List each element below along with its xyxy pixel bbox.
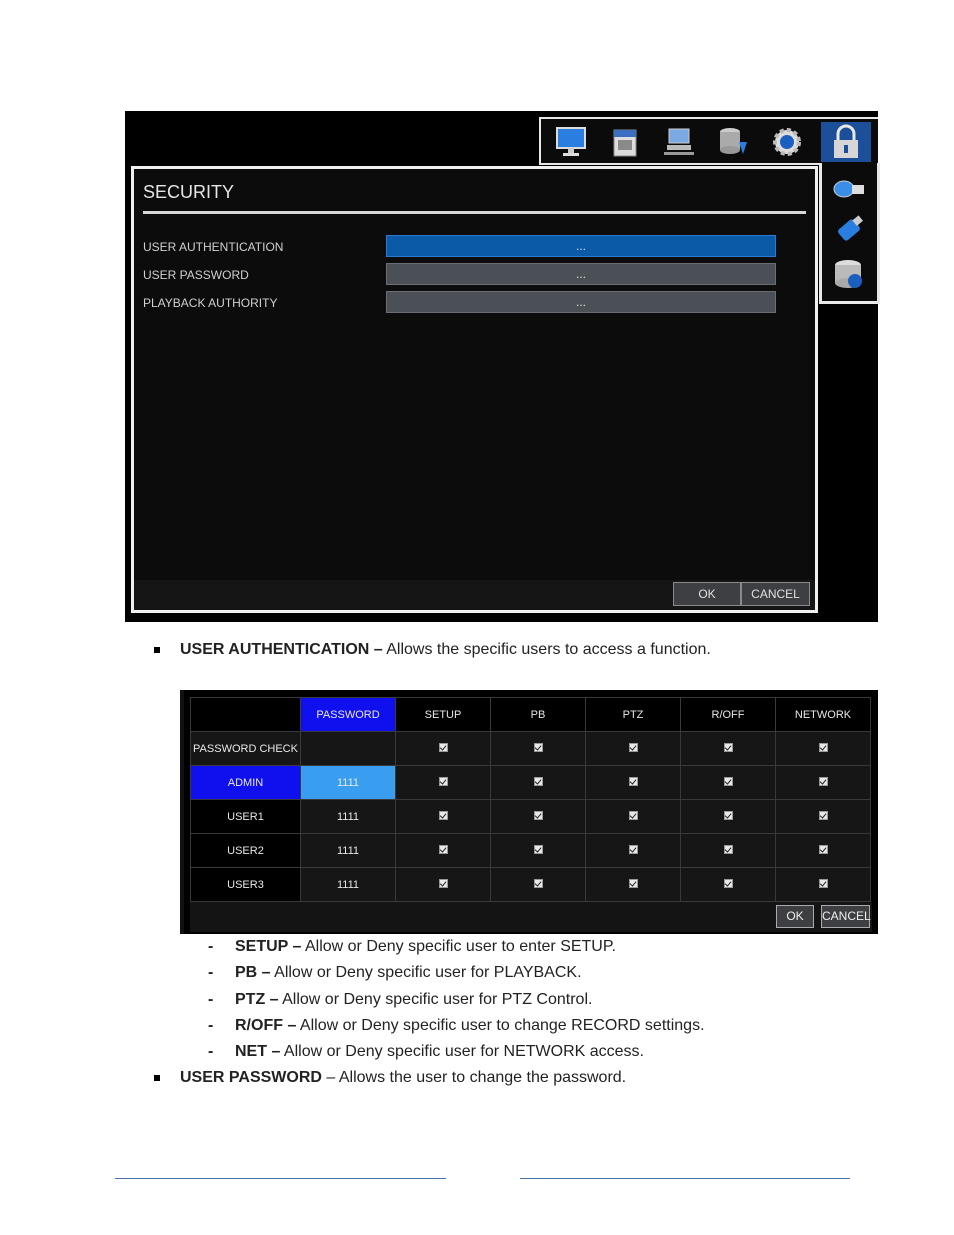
calendar-icon[interactable]	[607, 124, 643, 160]
footer-rule-right	[520, 1178, 850, 1179]
user-auth-description: USER AUTHENTICATION – Allows the specific users to access a function.	[180, 641, 711, 658]
checkbox[interactable]	[819, 845, 828, 854]
checkbox[interactable]	[534, 777, 543, 786]
setup-definition: SETUP – Allow or Deny specific user to enter SETUP.	[235, 938, 616, 955]
user-password-button[interactable]: ...	[386, 263, 776, 285]
checkbox[interactable]	[629, 845, 638, 854]
checkbox[interactable]	[439, 743, 448, 752]
cancel-button[interactable]: CANCEL	[741, 582, 810, 606]
table-row	[191, 800, 871, 834]
authentication-table-screenshot	[180, 690, 878, 934]
pb-definition: PB – Allow or Deny specific user for PLAYBACK.	[235, 964, 582, 981]
checkbox[interactable]	[534, 811, 543, 820]
security-panel	[131, 166, 818, 613]
database-disk-icon[interactable]	[830, 257, 868, 293]
authentication-table	[190, 697, 871, 902]
database-download-icon[interactable]	[715, 124, 751, 160]
user-authentication-button[interactable]: ...	[386, 235, 776, 257]
table-row	[191, 766, 871, 800]
network-computer-icon[interactable]	[661, 124, 697, 160]
checkbox[interactable]	[439, 777, 448, 786]
checkbox[interactable]	[724, 743, 733, 752]
roff-definition: R/OFF – Allow or Deny specific user to change RECORD settings.	[235, 1017, 705, 1034]
checkbox[interactable]	[629, 777, 638, 786]
checkbox[interactable]	[629, 879, 638, 888]
dash-marker: -	[208, 991, 214, 1008]
panel-title: SECURITY	[143, 182, 235, 202]
ok-button[interactable]: OK	[776, 905, 814, 928]
right-sidebar	[819, 163, 880, 304]
checkbox[interactable]	[534, 743, 543, 752]
user-password-cell[interactable]: 1111	[301, 834, 396, 868]
user-password-cell[interactable]: 1111	[301, 766, 396, 800]
satellite-dish-icon[interactable]	[830, 171, 868, 207]
column-header-pb: PB	[491, 698, 586, 732]
usb-drive-icon[interactable]	[830, 213, 868, 249]
dash-marker: -	[208, 1043, 214, 1060]
bullet-marker	[154, 1075, 160, 1081]
checkbox[interactable]	[724, 777, 733, 786]
dash-marker: -	[208, 964, 214, 981]
checkbox[interactable]	[724, 811, 733, 820]
security-menu-screenshot	[125, 111, 878, 622]
checkbox[interactable]	[439, 845, 448, 854]
table-header-row	[191, 698, 871, 732]
monitor-icon[interactable]	[553, 124, 589, 160]
checkbox[interactable]	[629, 743, 638, 752]
column-header-setup: SETUP	[396, 698, 491, 732]
column-header-network: NETWORK	[776, 698, 871, 732]
playback-authority-button[interactable]: ...	[386, 291, 776, 313]
panel-footer	[134, 580, 815, 610]
ok-button[interactable]: OK	[673, 582, 741, 606]
checkbox[interactable]	[534, 879, 543, 888]
title-divider	[143, 211, 806, 214]
user-password-description: USER PASSWORD – Allows the user to change the password.	[180, 1069, 627, 1086]
checkbox[interactable]	[724, 845, 733, 854]
table-row	[191, 868, 871, 902]
footer-rule-left	[115, 1178, 446, 1179]
user-name-cell[interactable]: USER1	[191, 800, 301, 834]
user-name-cell[interactable]: USER3	[191, 868, 301, 902]
checkbox[interactable]	[629, 811, 638, 820]
column-header-password: PASSWORD	[301, 698, 396, 732]
user-name-cell[interactable]: USER2	[191, 834, 301, 868]
password-check-password-cell	[301, 732, 396, 766]
checkbox[interactable]	[724, 879, 733, 888]
column-header-ptz: PTZ	[586, 698, 681, 732]
table-row	[191, 834, 871, 868]
dash-marker: -	[208, 938, 214, 955]
corner-cell	[191, 698, 301, 732]
checkbox[interactable]	[819, 777, 828, 786]
checkbox[interactable]	[819, 879, 828, 888]
user-password-cell[interactable]: 1111	[301, 868, 396, 902]
checkbox[interactable]	[439, 811, 448, 820]
checkbox[interactable]	[534, 845, 543, 854]
checkbox[interactable]	[439, 879, 448, 888]
ptz-definition: PTZ – Allow or Deny specific user for PTZ Control.	[235, 991, 593, 1008]
user-password-label: USER PASSWORD	[143, 268, 249, 282]
bullet-marker	[154, 647, 160, 653]
table-footer	[190, 902, 872, 932]
cancel-button[interactable]: CANCEL	[821, 905, 870, 928]
playback-authority-label: PLAYBACK AUTHORITY	[143, 296, 278, 310]
checkbox[interactable]	[819, 811, 828, 820]
top-toolbar	[539, 117, 878, 165]
user-password-cell[interactable]: 1111	[301, 800, 396, 834]
password-check-row	[191, 732, 871, 766]
padlock-icon[interactable]	[821, 122, 871, 162]
column-header-roff: R/OFF	[681, 698, 776, 732]
checkbox[interactable]	[819, 743, 828, 752]
left-edge	[180, 690, 184, 934]
password-check-label: PASSWORD CHECK	[191, 732, 301, 766]
gear-icon[interactable]	[769, 124, 805, 160]
dash-marker: -	[208, 1017, 214, 1034]
net-definition: NET – Allow or Deny specific user for NETWORK access.	[235, 1043, 644, 1060]
user-name-cell[interactable]: ADMIN	[191, 766, 301, 800]
user-authentication-label: USER AUTHENTICATION	[143, 240, 284, 254]
